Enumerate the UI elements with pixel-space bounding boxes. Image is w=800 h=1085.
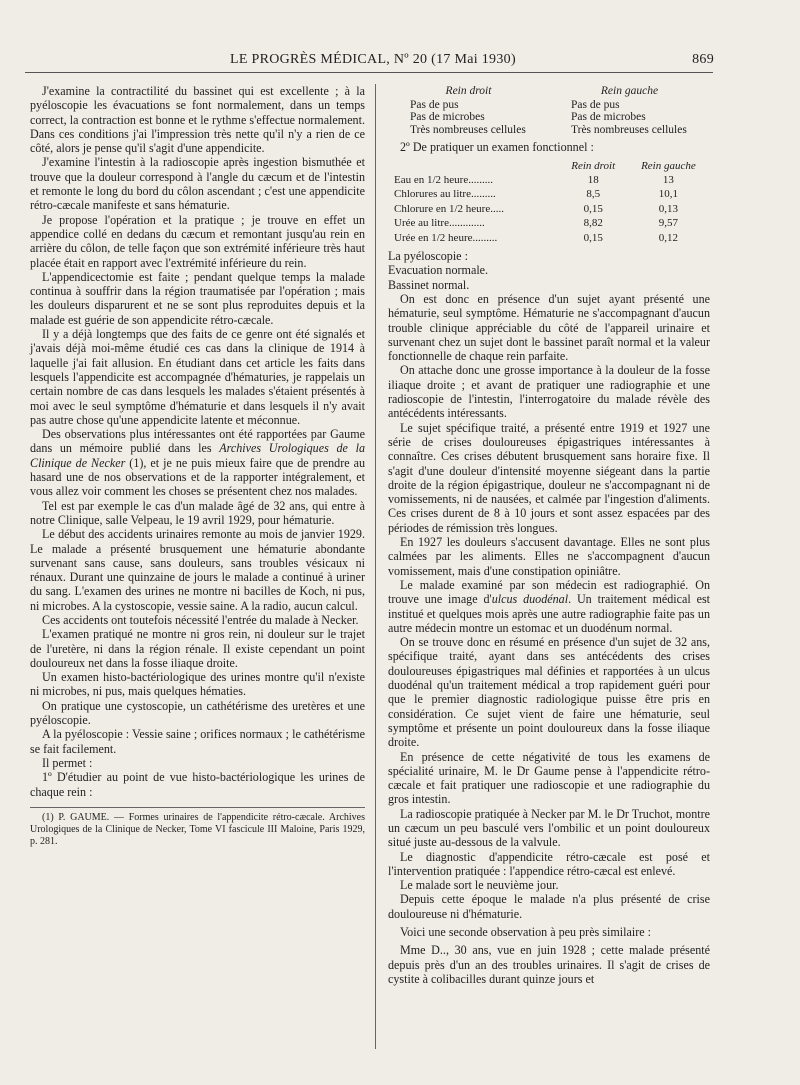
paragraph: Un examen histo-bactériologique des urines montre qu'il n'existe ni microbes, ni pus, mais quelques hématies. <box>30 670 365 699</box>
pyelo-line: Evacuation normale. <box>388 263 489 278</box>
paragraph: On pratique une cystoscopie, un cathétérisme des uretères et une pyéloscopie. <box>30 698 365 728</box>
table-row: Urée en 1/2 heure......... 0,15 0,12 <box>394 231 679 244</box>
paragraph: L'appendicectomie est faite ; pendant quelque temps la malade continua à souffrir dans la région traumatisée par l'opération ; mais les douleurs disparurent et ne se sont plus reproduites depuis et la malade est guérie de son appendicite rétro-cæcale. <box>30 269 365 327</box>
pyelo-line: Bassinet normal. <box>388 277 470 292</box>
paragraph: 1º D'étudier au point de vue histo-bactériologique les urines de chaque rein : <box>30 770 365 799</box>
paragraph: J'examine la contractilité du bassinet qui est excellente ; à la pyéloscopie les évacuations se font normalement, dans un temps correct, la contraction est bonne et le rythme s'effectue normalement. Dans ces conditions j'ai l'impression très nette qu'il n'y a rien de ce côté, alors je pense qu'il s'agit d'une appendicite. <box>30 84 365 156</box>
paragraph: Le diagnostic d'appendicite rétro-cæcale est posé et l'intervention pratiquée : l'appendice rétro-cæcal est enlevé. <box>388 849 710 878</box>
paragraph: L'examen pratiqué ne montre ni gros rein, ni douleur sur le trajet de l'uretère, ni dans la région rénale. Il existe cependant un point douloureux net dans la fosse iliaque droite. <box>30 627 365 670</box>
col-header-rein-gauche: Rein gauche <box>600 85 659 97</box>
left-column <box>30 84 365 848</box>
table-row: Urée au litre............. 8,82 9,57 <box>394 217 679 230</box>
paragraph: A la pyéloscopie : Vessie saine ; orifices normaux ; le cathétérisme se fait facilement. <box>30 727 365 756</box>
col-header-rein-droit: Rein droit <box>571 159 616 172</box>
column-divider <box>375 84 376 1049</box>
header-rule <box>25 72 713 73</box>
paragraph-archives: Des observations plus intéressantes ont été rapportées par Gaume dans un mémoire publié dans les Archives Urologiques de la Clinique de Necker (1), et je ne puis mieux faire que de prendre au hasard une de nos observations et de la rapporter intégralement, et vous allez voir comment les choses se présentent chez nos malades. <box>30 427 365 499</box>
page-number: 869 <box>692 52 714 67</box>
paragraph: Je propose l'opération et la pratique ; je trouve en effet un appendice collé en dedans du cæcum et remontant jusqu'au rein en arrière du côlon, de telle façon que son extrémité inférieure très haut placée était en rapport avec l'extrémité inférieure du rein. <box>30 212 365 270</box>
footnote-rule <box>30 807 365 808</box>
paragraph-ulcus: Le malade examiné par son médecin est radiographié. On trouve une image d'ulcus duodénal. Un traitement médical est institué et quelques mois après une autre radiographie faite pas un autre médecin montre un estomac et un duodénum normal. <box>388 577 711 635</box>
table-row: Chlorures au litre......... 8,5 10,1 <box>394 188 679 201</box>
paragraph: Le sujet spécifique traité, a présenté entre 1919 et 1927 une série de crises douloureuses épigastriques intéressantes à connaître. Ces crises débutent brusquement sans horaire fixe. Il s'agit d'une douleur d'intensité moyenne siégeant dans la partie droite de la région épigastrique, douleur ne s'accompagnant ni de vomissements, ni de nausées, et calmée par l'ingestion d'aliments. Ces crises durent de 8 à 10 jours et sont assez espacées par des périodes de rémission très longues. <box>388 420 710 535</box>
paragraph: Il y a déjà longtemps que des faits de ce genre ont été signalés et j'avais déjà moi-même étudié ces cas dans la clinique de 1914 à laquelle j'ai fait allusion. En étudiant dans cet article les faits dans lesquels l'appendicite est accompagnée d'hématuries, je rappelais un certain nombre de cas dans lesquels les malades s'étaient présentés à moi avec le seul symptôme d'hématurie et dans lesquels il n'y avait pas autre chose qu'une appendicite latente et méconnue. <box>30 327 365 427</box>
table-row: Eau en 1/2 heure......... 18 13 <box>394 174 674 187</box>
journal-citation: Archives Urologiques de la Clinique de Necker <box>30 441 365 470</box>
pyelo-line: La pyéloscopie : <box>388 249 468 264</box>
table-row: Pas de microbes Pas de microbes <box>410 111 646 124</box>
paragraph: Depuis cette époque le malade n'a plus présenté de crise douloureuse ni d'hématurie. <box>388 892 710 921</box>
table-row: Très nombreuses cellules Très nombreuses cellules <box>410 123 687 136</box>
paragraph: En présence de cette négativité de tous les examens de spécialité urinaire, M. le Dr Gaume pense à l'appendicite rétro-cæcale et fait pratiquer une radioscopie et une radiographie du gros intestin. <box>388 749 710 807</box>
paragraph: Tel est par exemple le cas d'un malade âgé de 32 ans, qui entre à notre Clinique, salle Velpeau, le 19 avril 1929, pour hématurie. <box>30 498 365 527</box>
list-item-2: 2º De pratiquer un examen fonctionnel : <box>400 140 594 155</box>
paragraph: Il permet : <box>42 755 93 770</box>
diagnosis-term: ulcus duodénal <box>491 592 569 607</box>
paragraph: On attache donc une grosse importance à la douleur de la fosse iliaque droite ; et avant de pratiquer une radiographie et une radioscopie de l'intestin, l'interrogatoire du malade révèle des antécédents intéressants. <box>388 363 710 421</box>
paragraph: En 1927 les douleurs s'accusent davantage. Elles ne sont plus calmées par les aliments. Elles ne s'accompagnent d'aucun vomissement, mais d'une constipation opiniâtre. <box>388 535 710 578</box>
paragraph: On se trouve donc en résumé en présence d'un sujet de 32 ans, spécifique traité, ayant dans ses antécédents des crises douloureuses épigastriques mal définies et rapportées à un ulcus duodénal qu'un traitement médical a trop rapidement guéri pour que le premier diagnostic radiologique puisse être pris en considération. Ce sujet vient de faire une hématurie, seul symptôme et présente un point douloureux dans la fosse iliaque droite. <box>388 635 710 750</box>
table-row: Pas de pus Pas de pus <box>410 98 620 111</box>
paragraph: Mme D.., 30 ans, vue en juin 1928 ; cette malade présenté depuis près d'un an des troubles urinaires. Il s'agit de crises de cystite à colibacilles durant quinze jours et <box>388 943 710 986</box>
table-row: Chlorure en 1/2 heure..... 0,15 0,13 <box>394 202 679 215</box>
footnote: (1) P. GAUME. — Formes urinaires de l'appendicite rétro-cæcale. Archives Urologiques de la Clinique de Necker, Tome VI fascicule III Maloine, Paris 1929, p. 281. <box>30 811 365 847</box>
paragraph: Voici une seconde observation à peu près similaire : <box>400 925 651 940</box>
col-header-rein-gauche: Rein gauche <box>641 159 696 172</box>
running-header <box>0 44 800 66</box>
right-column <box>388 84 710 986</box>
paragraph: Ces accidents ont toutefois nécessité l'entrée du malade à Necker. <box>42 612 359 627</box>
journal-title: LE PROGRÈS MÉDICAL, Nº 20 (17 Mai 1930) <box>230 52 516 67</box>
paragraph: La radioscopie pratiquée à Necker par M. le Dr Truchot, montre un cæcum un peu basculé vers l'ombilic et un point douloureux situé juste au-dessous de la valvule. <box>388 806 710 850</box>
paragraph: Le malade sort le neuvième jour. <box>400 878 559 893</box>
urine-exam-table <box>388 84 710 136</box>
paragraph: Le début des accidents urinaires remonte au mois de janvier 1929. Le malade a présenté brusquement une hématurie abondante survenant sans cause, sans douleurs, sans troubles vésicaux ni rénaux. Durant une quinzaine de jours le malade a continué à uriner du sang. L'examen des urines ne montre ni bacilles de Koch, ni pus, ni microbes. A la cystoscopie, vessie saine. A la radio, aucun calcul. <box>30 527 365 613</box>
functional-exam-table <box>388 159 710 245</box>
paragraph: J'examine l'intestin à la radioscopie après ingestion bismuthée et trouve que la douleur correspond à l'angle du cæcum et de l'intestin et remonte le long du bord du côlon ascendant ; c'est une appendicite rétro-cæcale manifeste et sans hématurie. <box>30 155 365 213</box>
paragraph: On est donc en présence d'un sujet ayant présenté une hématurie, seul symptôme. Hématurie ne s'accompagnant d'aucun trouble clinique appréciable du côté de l'appareil urinaire et survenant chez un sujet dont le bassinet paraît normal et la valeur fonctionnelle de chaque rein parfaite. <box>388 292 710 364</box>
col-header-rein-droit: Rein droit <box>445 85 492 97</box>
